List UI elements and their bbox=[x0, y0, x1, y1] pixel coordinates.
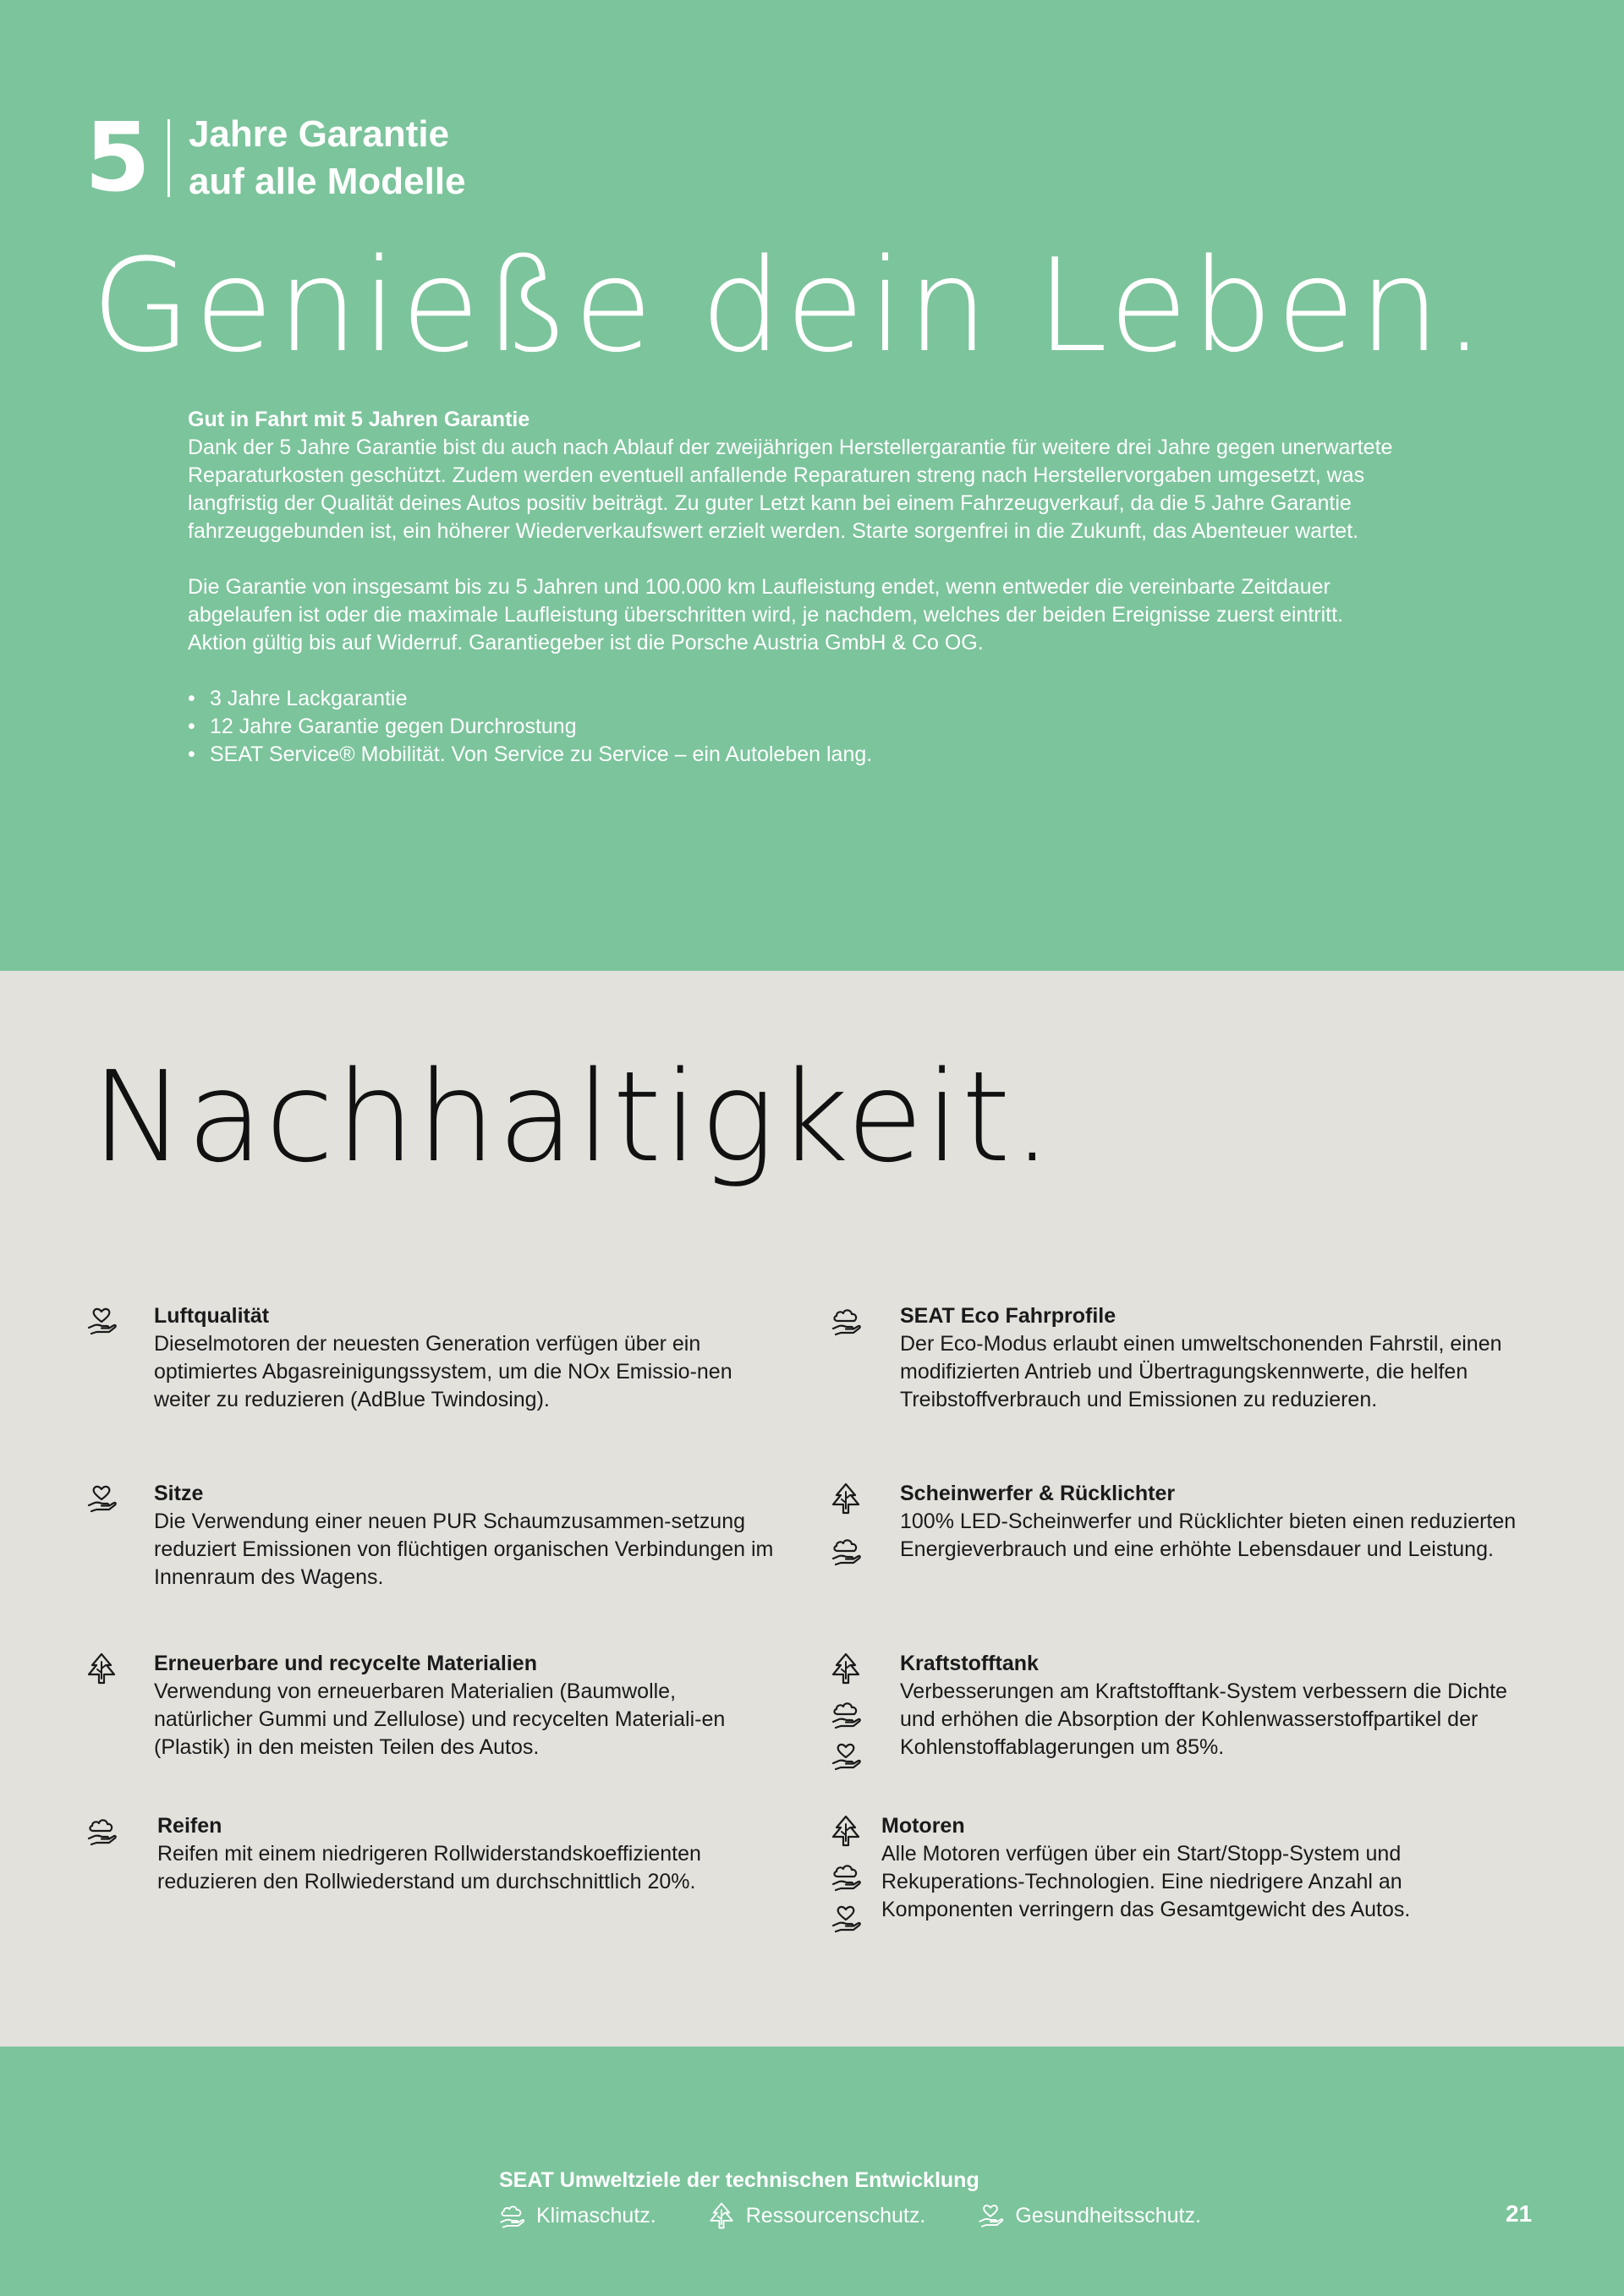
feature-title: Scheinwerfer & Rücklichter bbox=[900, 1482, 1176, 1505]
footer-goal-label: Klimaschutz. bbox=[536, 2203, 656, 2228]
feature-title: Erneuerbare und recycelte Materialien bbox=[154, 1652, 537, 1675]
badge-line-2: auf alle Modelle bbox=[188, 161, 466, 202]
warranty-bullet: • 3 Jahre Lackgarantie bbox=[188, 685, 1406, 713]
heart-hand-icon bbox=[829, 1740, 863, 1773]
heart-hand-icon bbox=[829, 1902, 863, 1936]
page-number: 21 bbox=[1506, 2200, 1533, 2227]
cloud-hand-icon bbox=[497, 2201, 526, 2230]
footer-title: SEAT Umweltziele der technischen Entwicklung bbox=[499, 2168, 979, 2192]
warranty-paragraph-2: Die Garantie von insgesamt bis zu 5 Jahren und 100.000 km Laufleistung endet, wenn entweder die vereinbarte Zeitdauer abgelaufen ist oder die maximale Laufleistung überschritten wird, je nachdem, welches der beiden Ereignisse zuerst eintritt. Aktion gültig bis auf Widerruf. Garantiegeber ist die Porsche Austria GmbH & Co OG. bbox=[188, 575, 1344, 655]
recycle-leaf-icon bbox=[707, 2201, 736, 2230]
cloud-hand-icon bbox=[829, 1860, 863, 1893]
sustainability-title: Nachhaltigkeit. bbox=[91, 1044, 1054, 1190]
recycle-leaf-icon bbox=[829, 1482, 863, 1515]
hero-title: Genieße dein Leben. bbox=[91, 231, 1489, 381]
warranty-bullet: • 12 Jahre Garantie gegen Durchrostung bbox=[188, 713, 1406, 741]
cloud-hand-icon bbox=[85, 1814, 118, 1848]
feature-text: Die Verwendung einer neuen PUR Schaumzusammen-setzung reduziert Emissionen von flüchtigen organischen Verbindungen im Innenraum des Wagens. bbox=[154, 1510, 774, 1589]
warranty-badge bbox=[85, 103, 466, 213]
heart-hand-icon bbox=[85, 1482, 118, 1515]
footer-goal-label: Ressourcenschutz. bbox=[745, 2203, 926, 2228]
feature-title: Kraftstofftank bbox=[900, 1652, 1039, 1675]
feature-title: Sitze bbox=[154, 1482, 204, 1505]
heart-hand-icon bbox=[976, 2201, 1005, 2230]
cloud-hand-icon bbox=[829, 1304, 863, 1338]
badge-number: 5 bbox=[85, 103, 151, 213]
warranty-copy bbox=[188, 406, 1406, 769]
heart-hand-icon bbox=[85, 1304, 118, 1338]
footer-goals bbox=[497, 2201, 1252, 2230]
feature-title: Reifen bbox=[157, 1814, 222, 1838]
feature-title: SEAT Eco Fahrprofile bbox=[900, 1304, 1116, 1328]
warranty-bullets bbox=[188, 685, 1406, 769]
recycle-leaf-icon bbox=[829, 1652, 863, 1685]
footer-goal-klimaschutz bbox=[497, 2201, 656, 2230]
warranty-heading: Gut in Fahrt mit 5 Jahren Garantie bbox=[188, 408, 530, 431]
feature-text: Reifen mit einem niedrigeren Rollwiderstandskoeffizienten reduzieren den Rollwiederstand um durchschnittlich 20%. bbox=[157, 1842, 701, 1893]
feature-text: Verbesserungen am Kraftstofftank-System verbessern die Dichte und erhöhen die Absorption der Kohlenwasserstoffpartikel der Kohlenstoffablagerungen um 85%. bbox=[900, 1680, 1507, 1759]
badge-text bbox=[189, 111, 466, 205]
feature-text: Der Eco-Modus erlaubt einen umweltschonenden Fahrstil, einen modifizierten Antrieb und Übertragungskennwerte, die helfen Treibstoffverbrauch und Emissionen zu reduzieren. bbox=[900, 1332, 1502, 1411]
cloud-hand-icon bbox=[829, 1697, 863, 1731]
feature-text: Verwendung von erneuerbaren Materialien (Baumwolle, natürlicher Gummi und Zellulose) und recycelten Materiali-en (Plastik) in den meisten Teilen des Autos. bbox=[154, 1680, 726, 1759]
feature-title: Luftqualität bbox=[154, 1304, 270, 1328]
warranty-bullet: • SEAT Service® Mobilität. Von Service zu Service – ein Autoleben lang. bbox=[188, 741, 1406, 769]
footer-goal-ressourcenschutz bbox=[707, 2201, 926, 2230]
warranty-section bbox=[0, 0, 1624, 971]
feature-text: Alle Motoren verfügen über ein Start/Stopp-System und Rekuperations-Technologien. Eine niedrigere Anzahl an Komponenten verringern das Gesamtgewicht des Autos. bbox=[881, 1842, 1411, 1921]
badge-line-1: Jahre Garantie bbox=[188, 113, 450, 155]
badge-divider bbox=[167, 119, 170, 197]
feature-text: Dieselmotoren der neuesten Generation verfügen über ein optimiertes Abgasreinigungssystem, um die NOx Emissio-nen weiter zu reduzieren (AdBlue Twindosing). bbox=[154, 1332, 732, 1411]
cloud-hand-icon bbox=[829, 1534, 863, 1568]
warranty-paragraph-1: Dank der 5 Jahre Garantie bist du auch nach Ablauf der zweijährigen Herstellergarantie für weitere drei Jahre gegen unerwartete Reparaturkosten geschützt. Zudem werden eventuell anfallende Reparaturen streng nach Herstellervorgaben umgesetzt, was langfristig der Qualität deines Autos positiv beiträgt. Zu guter Letzt kann bei einem Fahrzeugverkauf, da die 5 Jahre Garantie fahrzeuggebunden ist, ein höherer Wiederverkaufswert erzielt werden. Starte sorgenfrei in die Zukunft, das Abenteuer wartet. bbox=[188, 436, 1393, 543]
feature-title: Motoren bbox=[881, 1814, 965, 1838]
footer-goal-gesundheitsschutz bbox=[976, 2201, 1201, 2230]
footer-goal-label: Gesundheitsschutz. bbox=[1015, 2203, 1201, 2228]
recycle-leaf-icon bbox=[85, 1652, 118, 1685]
recycle-leaf-icon bbox=[829, 1814, 863, 1848]
feature-text: 100% LED-Scheinwerfer und Rücklichter bieten einen reduzierten Energieverbrauch und eine erhöhte Lebensdauer und Leistung. bbox=[900, 1510, 1517, 1561]
